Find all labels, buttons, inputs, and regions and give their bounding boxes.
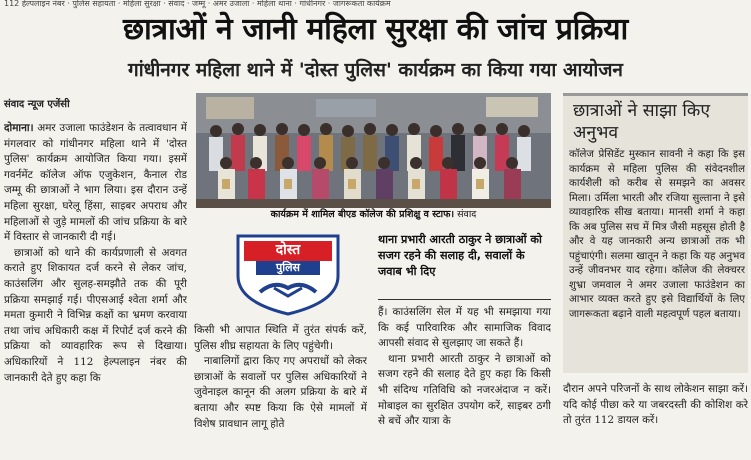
sidebar-title: छात्राओं ने साझा किए अनुभव	[573, 101, 711, 143]
paragraph: नाबालिगों द्वारा किए गए अपराधों को लेकर छात्राओं के सवालों पर पुलिस अधिकारियों ने जुवेनाइल कानून की अलग प्रक्रिया के बारे में बताया और स्पष्ट किया कि ऐसे मामलों में विशेष प्रावधान लागू होते	[194, 355, 367, 430]
article-column-3	[378, 305, 551, 460]
top-strip-text: 112 हेल्पलाइन नंबर · पुलिस सहायता · महिला सुरक्षा · संवाद · जम्मू · अमर उजाला · महिला थाना · गांधीनगर · जागरूकता कार्यक्रम	[4, 0, 391, 8]
dost-police-logo	[230, 232, 346, 316]
lead-text: अमर उजाला फाउंडेशन के तत्वावधान में मंगलवार को गांधीनगर महिला थाने में 'दोस्त पुलिस' कार्यक्रम आयोजित किया गया। इसमें गवर्नमेंट कॉलेज ऑफ एजुकेशन, कैनाल रोड जम्मू की छात्राओं ने भाग लिया। इस दौरान उन्हें महिला सुरक्षा, घरेलू हिंसा, साइबर अपराध और महिलाओं से जुड़े मामलों की जांच प्रक्रिया के बारे में विस्तार से जानकारी दी गई।	[4, 122, 187, 244]
paragraph: दौरान अपने परिजनों के साथ लोकेशन साझा करें। यदि कोई पीछा करे या जबरदस्ती की कोशिश करे तो तुरंत 112 डायल करें।	[563, 383, 748, 427]
logo-text-police: पुलिस	[276, 261, 300, 274]
paragraph: थाना प्रभारी आरती ठाकुर ने छात्राओं को सजग रहने की सलाह देते हुए कहा कि किसी भी संदिग्ध गतिविधि को नजरअंदाज न करें। मोबाइल का सुरक्षित उपयोग करें, साइबर ठगी से बचें और यात्रा के	[378, 352, 551, 428]
dateline: दोमाना।	[4, 122, 34, 134]
paragraph: हैं। काउंसलिंग सेल में यह भी समझाया गया कि कई पारिवारिक और सामाजिक विवाद आपसी संवाद से सुलझाए जा सकते हैं।	[378, 306, 551, 350]
logo-text-dost: दोस्त	[275, 242, 301, 258]
lead-paragraph	[4, 121, 187, 246]
group-photo-illustration	[196, 93, 551, 208]
sidebar-box	[563, 93, 748, 373]
paragraph: छात्राओं को थाने की कार्यप्रणाली से अवगत कराते हुए शिकायत दर्ज करने से लेकर जांच, काउंसलिंग और सुलह-समझौते तक की पूरी प्रक्रिया समझाई गई। पीएसआई श्वेता शर्मा और ममता कुमारी ने विभिन्न कक्षों का भ्रमण करवाया तथा जांच अधिकारी कक्ष में रिपोर्ट दर्ज करने की प्रक्रिया को व्यावहारिक रूप से दिखाया। अधिकारियों ने 112 हेल्पलाइन नंबर की जानकारी देते हुए कहा कि	[4, 246, 187, 384]
pull-quote: थाना प्रभारी आरती ठाकुर ने छात्राओं को सजग रहने की सलाह दी, सवालों के जवाब भी दिए	[378, 232, 551, 300]
article-column-1	[4, 121, 187, 460]
article-column-4	[563, 382, 748, 460]
article-column-2	[194, 323, 367, 460]
caption-text: कार्यक्रम में शामिल बीएड कॉलेज की प्रशिक्षु व स्टाफ।	[270, 209, 455, 220]
photo-caption	[196, 207, 551, 223]
group-photo	[196, 93, 551, 208]
headline: छात्राओं ने जानी महिला सुरक्षा की जांच प्रक्रिया	[122, 12, 629, 47]
byline-agency: संवाद न्यूज एजेंसी	[4, 99, 70, 110]
photo-credit: संवाद	[457, 209, 477, 220]
subheadline: गांधीनगर महिला थाने में 'दोस्त पुलिस' कार्यक्रम का किया गया आयोजन	[128, 59, 623, 81]
paragraph: किसी भी आपात स्थिति में तुरंत संपर्क करें, पुलिस शीघ्र सहायता के लिए पहुंचेगी।	[194, 324, 367, 352]
sidebar-body: कॉलेज प्रेसिडेंट मुस्कान सावनी ने कहा कि इस कार्यक्रम से महिला पुलिस की संवेदनशील कार्यशैली को करीब से समझने का अवसर मिला। उर्मिला भारती और रजिया सुल्ताना ने इसे व्यावहारिक सीख बताया। मानसी शर्मा ने कहा कि अब पुलिस सच में मित्र जैसी महसूस होती है और वे यह जानकारी अन्य छात्राओं तक भी पहुंचाएंगी। सलमा खातून ने कहा कि यह अनुभव उन्हें जीवनभर याद रहेगा। कॉलेज की लेक्चरर शुभ्रा जमवाल ने अमर उजाला फाउंडेशन का आभार व्यक्त करते हुए इसे विद्यार्थियों के लिए जागरूकता बढ़ाने वाली महत्वपूर्ण पहल बताया।	[569, 149, 745, 320]
